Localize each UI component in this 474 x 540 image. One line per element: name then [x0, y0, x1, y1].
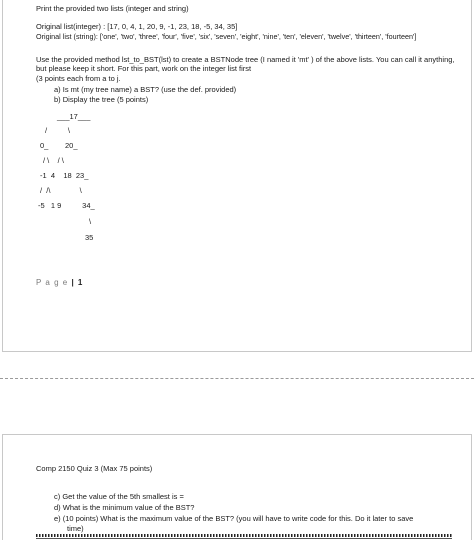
question-c: c) Get the value of the 5th smallest is =: [54, 492, 184, 501]
tree-row-level-4: 35: [85, 233, 94, 242]
question-b: b) Display the tree (5 points): [54, 95, 149, 104]
page-footer: [36, 278, 83, 287]
tree-row-level-1: 0_ 20_: [40, 141, 78, 150]
separator-asterisks: [36, 534, 452, 537]
tree-row-branch-4: \: [89, 217, 92, 226]
tree-row-branch-2: / \ / \: [43, 156, 64, 165]
question-e: e) (10 points) What is the maximum value of the BST? (you will have to write code for this. Do it later to save: [54, 514, 414, 523]
tree-row-level-2: -1 4 18 23_: [40, 171, 89, 180]
quiz-title: Comp 2150 Quiz 3 (Max 75 points): [36, 464, 153, 473]
tree-row-level-3: -5 1 9 34_: [38, 201, 95, 210]
tree-row-root: ___17___: [57, 112, 91, 121]
string-list-line: Original list (string): ['one', 'two', 'three', 'four', 'five', 'six', 'seven', 'eight', 'nine', 'ten', 'eleven', 'twelve', 'thirteen', 'fourteen']: [36, 32, 417, 41]
page-number: | 1: [71, 278, 84, 287]
page-label: P a g e: [36, 278, 69, 287]
integer-list-line: Original list(integer) : [17, 0, 4, 1, 20, 9, -1, 23, 18, -5, 34, 35]: [36, 22, 238, 31]
page-divider: [0, 378, 474, 379]
points-note: (3 points each from a to j.: [36, 74, 121, 83]
bottom-rule: [36, 538, 452, 539]
tree-row-branch-3: / /\ \: [40, 186, 82, 195]
question-d: d) What is the minimum value of the BST?: [54, 503, 195, 512]
header-text: Print the provided two lists (integer and string): [36, 4, 189, 13]
question-e-continued: time): [67, 524, 84, 533]
tree-row-branch-1: / \: [45, 126, 71, 135]
question-a: a) Is mt (my tree name) a BST? (use the def. provided): [54, 85, 237, 94]
instruction-paragraph: Use the provided method lst_to_BST(lst) to create a BSTNode tree (I named it 'mt' ) of the above lists. You can call it anything, but please keep it short. For this part, work on the integer list first: [36, 55, 455, 73]
